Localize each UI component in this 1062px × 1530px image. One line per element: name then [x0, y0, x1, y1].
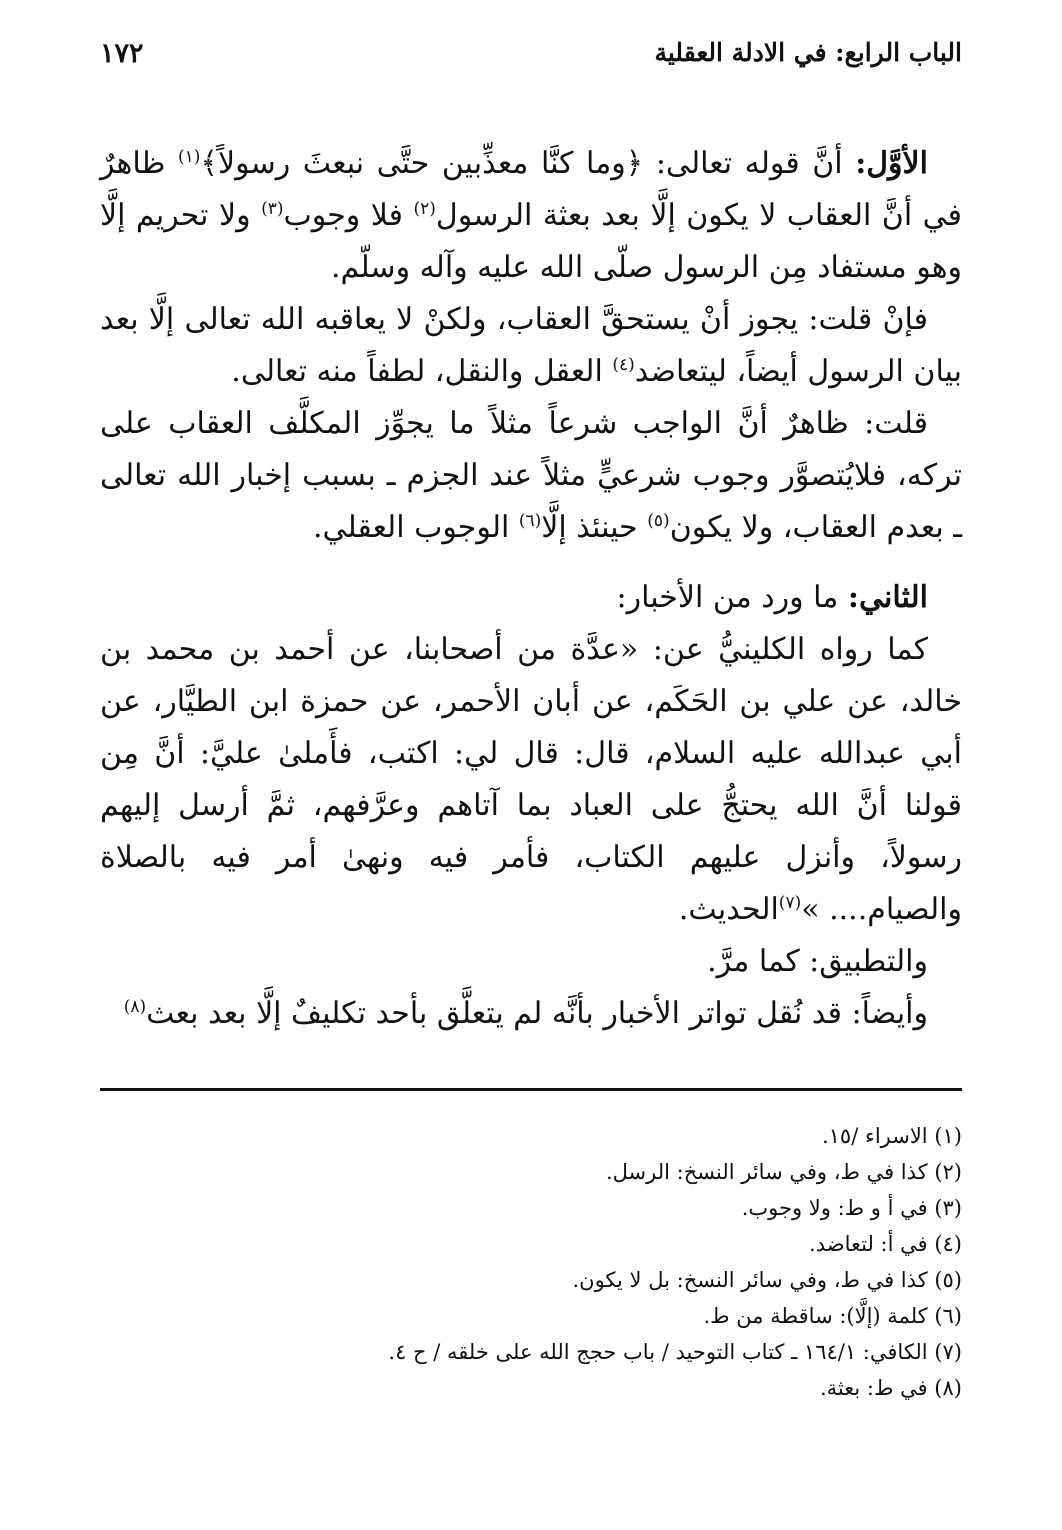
footnote-3: (٣) في أ و ط: ولا وجوب.: [741, 1196, 962, 1220]
footnote-ref-7: (٧): [778, 893, 802, 913]
footnote-ref-4: (٤): [612, 355, 635, 375]
footnote-ref-8: (٨): [123, 997, 147, 1017]
footnote-ref-6: (٦): [518, 511, 542, 531]
footnote-ref-1: (١): [177, 147, 201, 167]
text-run: الوجوب العقلي.: [312, 510, 519, 545]
footnote-4: (٤) في أ: لتعاضد.: [809, 1232, 962, 1256]
paragraph-application: [100, 936, 962, 988]
footnote-5: (٥) كذا في ط، وفي سائر النسخ: بل لا يكون.: [572, 1268, 962, 1292]
footnote-ref-3: (٣): [261, 199, 284, 219]
paragraph-hadith: [100, 624, 962, 936]
text-run: ولا تحريم إلَّا وهو مستفاد مِن الرسول صلّى الله عليه وآله وسلّم.: [100, 198, 962, 285]
text-run: أنَّ قوله تعالى: ﴿وما كنَّا معذِّبين حتَّى نبعثَ رسولاً﴾: [200, 146, 856, 181]
footnote-8: (٨) في ط: بعثة.: [820, 1376, 962, 1400]
section-heading-first: الأوَّل:: [855, 146, 928, 181]
text-run: وأيضاً: قد نُقل تواتر الأخبار بأنَّه لم يتعلَّق بأحد تكليفٌ إلَّا بعد بعث: [146, 996, 928, 1031]
page-number: ١٧٢: [100, 38, 144, 69]
paragraph-second-argument: [100, 572, 962, 624]
text-run: كما رواه الكلينيُّ عن: «عدَّة من أصحابنا، عن أحمد بن محمد بن خالد، عن علي بن الحَكَم، عن أبان الأحمر، عن حمزة ابن الطيَّار، عن أبي عبدالله عليه السلام، قال: قال لي: اكتب، فأَملىٰ عليَّ: أنَّ مِن قولنا أنَّ الله يحتجُّ على العباد بما آتاهم وعرَّفهم، ثمَّ أرسل إليهم رسولاً، وأنزل عليهم الكتاب، فأمر فيه ونهىٰ أمر فيه بالصلاة والصيام.... »: [100, 632, 962, 927]
paragraph-reply: [100, 398, 962, 554]
text-run: الحديث.: [678, 892, 779, 927]
text-run: فإنْ قلت: يجوز أنْ يستحقَّ العقاب، ولكنْ لا يعاقبه الله تعالى إلَّا بعد بيان الرسول أيضاً، ليتعاضد: [100, 302, 962, 389]
footnote-1: (١) الاسراء /١٥.: [821, 1124, 962, 1148]
footnote-divider: [100, 1088, 962, 1091]
paragraph-first-argument: [100, 138, 962, 294]
text-run: ما ورد من الأخبار:: [616, 580, 848, 615]
footnote-ref-5: (٥): [647, 511, 670, 531]
text-run: ظاهرٌ في أنَّ العقاب لا يكون إلَّا بعد بعثة الرسول: [100, 146, 962, 233]
section-heading-second: الثاني:: [847, 580, 928, 615]
text-run: العقل والنقل، لطفاً منه تعالى.: [231, 354, 613, 389]
text-run: حينئذ إلَّا: [541, 510, 648, 545]
footnotes: [100, 1118, 962, 1406]
page-header: [100, 38, 962, 86]
main-text: [100, 138, 962, 1040]
footnote-7: (٧) الكافي: ١٦٤/١ ـ كتاب التوحيد / باب حجج الله على خلقه / ح ٤.: [388, 1340, 962, 1364]
footnote-2: (٢) كذا في ط، وفي سائر النسخ: الرسل.: [605, 1160, 962, 1184]
text-run: فلا وجوب: [283, 198, 414, 233]
paragraph-also: [100, 988, 962, 1040]
paragraph-objection: [100, 294, 962, 398]
text-run: قلت: ظاهرٌ أنَّ الواجب شرعاً مثلاً ما يجوِّز المكلَّف العقاب على تركه، فلايُتصوَّر وجوب شرعيٍّ مثلاً عند الجزم ـ بسبب إخبار الله تعالى ـ بعدم العقاب، ولا يكون: [100, 406, 962, 545]
text-run: والتطبيق: كما مرَّ.: [707, 944, 928, 979]
footnote-ref-2: (٢): [413, 199, 436, 219]
running-title: الباب الرابع: في الادلة العقلية: [654, 38, 962, 67]
footnote-6: (٦) كلمة (إلَّا): ساقطة من ط.: [703, 1304, 962, 1328]
